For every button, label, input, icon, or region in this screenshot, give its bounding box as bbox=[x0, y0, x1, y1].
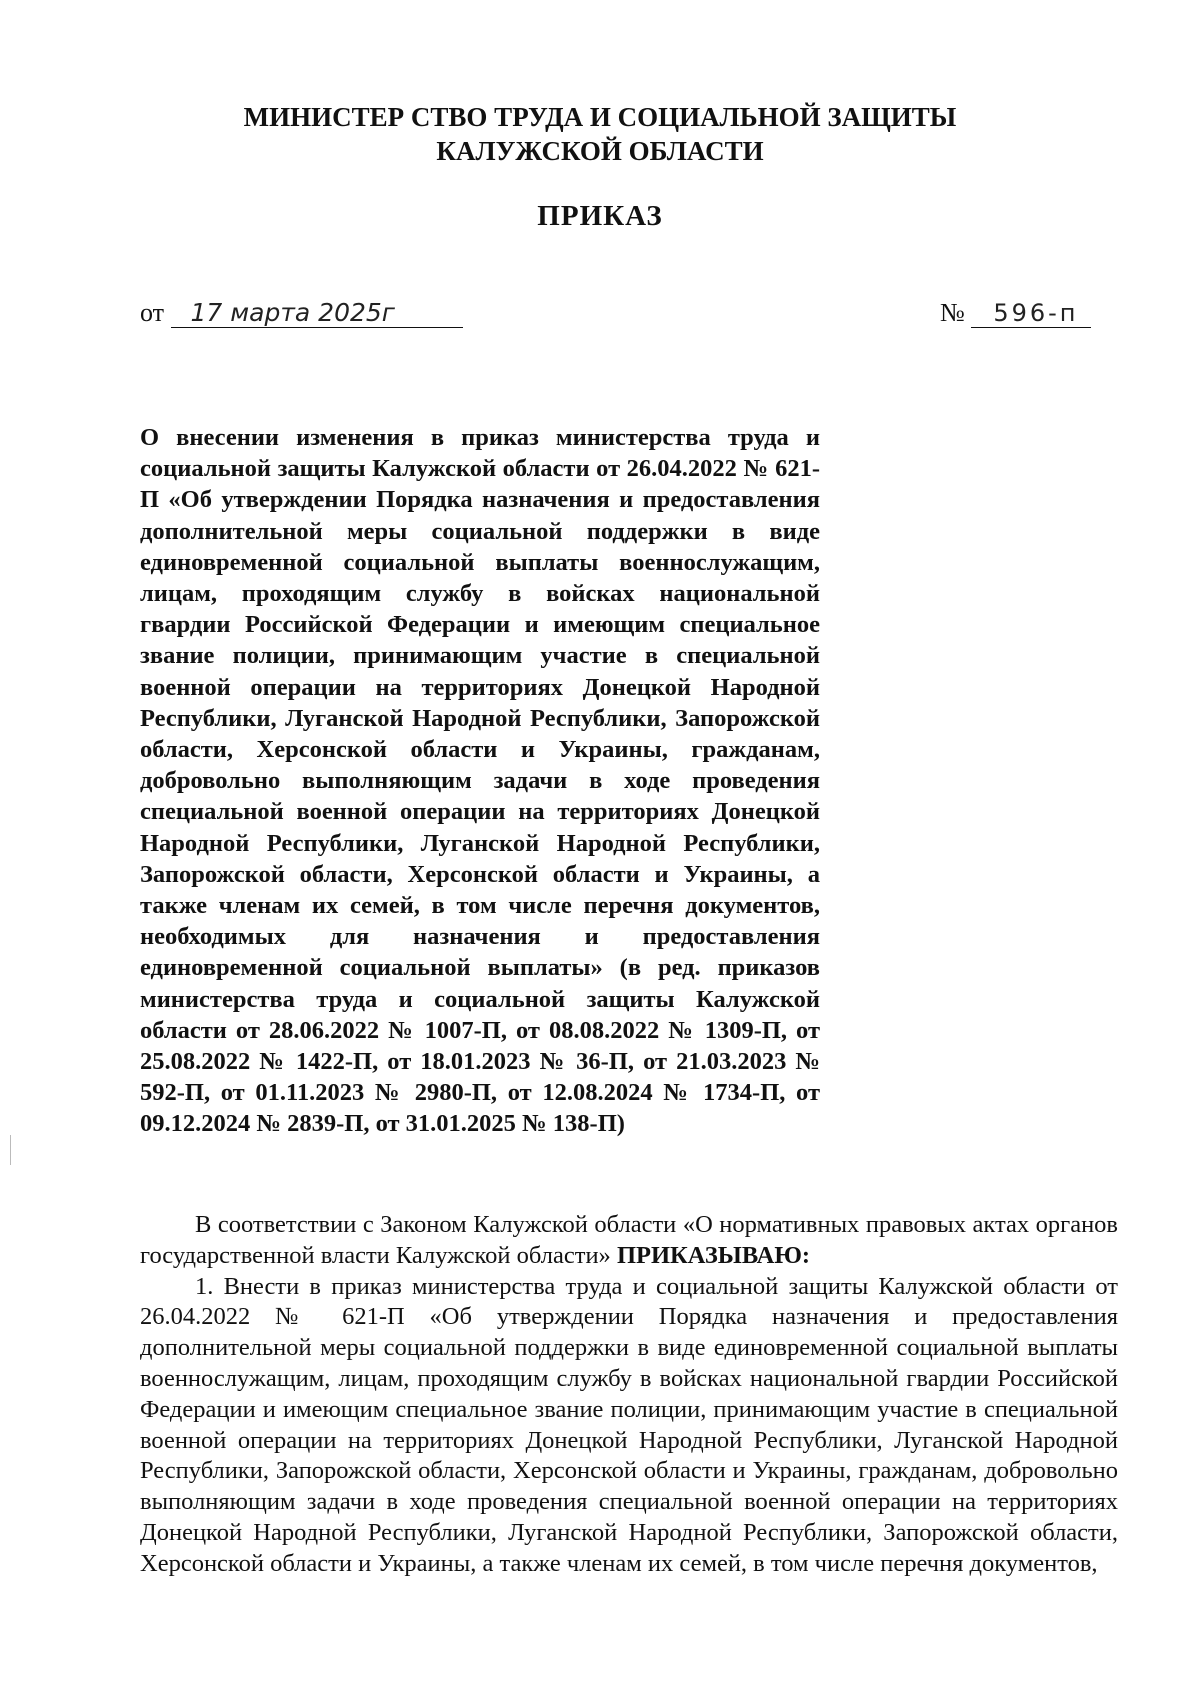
ministry-name-line2: КАЛУЖСКОЙ ОБЛАСТИ bbox=[436, 136, 764, 166]
number-field bbox=[940, 298, 1091, 328]
number-handwritten-value: 596-п bbox=[971, 299, 1091, 328]
number-label: № bbox=[940, 298, 965, 327]
margin-mark bbox=[10, 1135, 11, 1165]
order-word: ПРИКАЗЫВАЮ: bbox=[616, 1241, 811, 1269]
document-title: ПРИКАЗ bbox=[537, 200, 663, 232]
item-1-paragraph: 1. Внести в приказ министерства труда и социальной защиты Калужской области от 26.04.2022 № 621-П «Об утверждении Порядка назначения и предоставления дополнительной меры социальной поддержки в виде единовременной социальной выплаты военнослужащим, лицам, проходящим службу в войсках национальной гвардии Российской Федерации и имеющим специальное звание полиции, принимающим участие в специальной военной операции на территориях Донецкой Народной Республики, Луганской Народной Республики, Запорожской области, Херсонской области и Украины, гражданам, добровольно выполняющим задачи в ходе проведения специальной военной операции на территориях Донецкой Народной Республики, Луганской Народной Республики, Запорожской области, Херсонской области и Украины, а также членам их семей, в том числе перечня документов, bbox=[140, 1272, 1118, 1577]
document-subject: О внесении изменения в приказ министерства труда и социальной защиты Калужской области от 26.04.2022 № 621-П «Об утверждении Порядка назначения и предоставления дополнительной меры социальной поддержки в виде единовременной социальной выплаты военнослужащим, лицам, проходящим службу в войсках национальной гвардии Российской Федерации и имеющим специальное звание полиции, принимающим участие в специальной военной операции на территориях Донецкой Народной Республики, Луганской Народной Республики, Запорожской области, Херсонской области и Украины, гражданам, добровольно выполняющим задачи в ходе проведения специальной военной операции на территориях Донецкой Народной Республики, Луганской Народной Республики, Запорожской области, Херсонской области и Украины, а также членам их семей, в том числе перечня документов, необходимых для назначения и предоставления единовременной социальной выплаты» (в ред. приказов министерства труда и социальной защиты Калужской области от 28.06.2022 № 1007-П, от 08.08.2022 № 1309-П, от 25.08.2022 № 1422-П, от 18.01.2023 № 36-П, от 21.03.2023 № 592-П, от 01.11.2023 № 2980-П, от 12.08.2024 № 1734-П, от 09.12.2024 № 2839-П, от 31.01.2025 № 138-П) bbox=[140, 424, 820, 1138]
preamble-paragraph bbox=[140, 1210, 1118, 1272]
preamble-text: В соответствии с Законом Калужской области «О нормативных правовых актах органов государственной власти Калужской области» bbox=[140, 1211, 1118, 1269]
date-handwritten-value: 17 марта 2025г bbox=[171, 298, 463, 328]
ministry-header bbox=[0, 100, 1200, 168]
ministry-name-line1: МИНИСТЕР СТВО ТРУДА И СОЦИАЛЬНОЙ ЗАЩИТЫ bbox=[243, 102, 957, 132]
document-body bbox=[140, 1210, 1118, 1580]
date-label: от bbox=[140, 298, 165, 327]
date-field bbox=[140, 298, 463, 328]
